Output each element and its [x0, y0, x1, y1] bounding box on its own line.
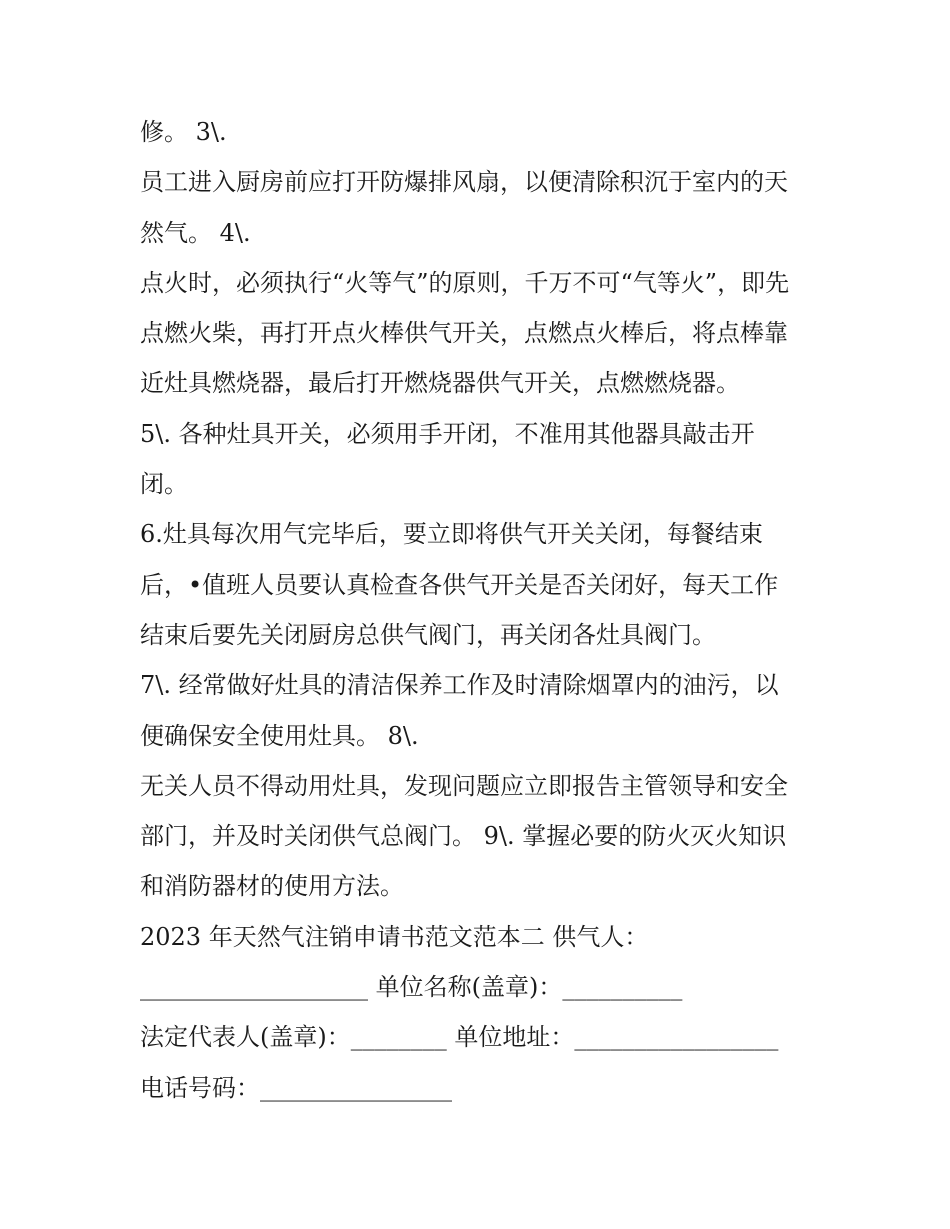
text-line: 点燃火柴，再打开点火棒供气开关，点燃点火棒后，将点棒靠: [140, 319, 788, 348]
text-line: 近灶具燃烧器，最后打开燃烧器供气开关，点燃燃烧器。: [140, 369, 740, 398]
text-line: 然气。 4\.: [140, 218, 251, 247]
text-line: 结束后要先关闭厨房总供气阀门，再关闭各灶具阀门。: [140, 620, 716, 649]
form-line-phone: 电话号码：________________: [140, 1073, 452, 1102]
text-line: 无关人员不得动用灶具，发现问题应立即报告主管领导和安全: [140, 771, 788, 800]
text-line: 7\. 经常做好灶具的清洁保养工作及时清除烟罩内的油污，以: [140, 671, 779, 700]
form-line-unit-name: ___________________ 单位名称(盖章)：__________: [140, 973, 683, 1002]
text-line: 修。 3\.: [140, 118, 227, 146]
text-line: 点火时，必须执行“火等气”的原则，千万不可“气等火”，即先: [140, 268, 790, 297]
text-line: 闭。: [140, 470, 188, 499]
document-body: [140, 107, 830, 1113]
text-line: 便确保安全使用灶具。 8\.: [140, 721, 419, 750]
text-line: 后，•值班人员要认真检查各供气开关是否关闭好，每天工作: [140, 570, 779, 599]
section-heading: 2023 年天然气注销申请书范文范本二 供气人：: [140, 922, 649, 951]
text-line: 5\. 各种灶具开关，必须用手开闭，不准用其他器具敲击开: [140, 419, 755, 448]
text-line: 6.灶具每次用气完毕后，要立即将供气开关关闭，每餐结束: [140, 520, 763, 549]
form-line-representative-address: 法定代表人(盖章)：________ 单位地址：_________________: [140, 1023, 779, 1052]
text-line: 员工进入厨房前应打开防爆排风扇，以便清除积沉于室内的天: [140, 168, 788, 197]
text-line: 部门，并及时关闭供气总阀门。 9\. 掌握必要的防火灭火知识: [140, 822, 787, 851]
text-line: 和消防器材的使用方法。: [140, 872, 404, 901]
